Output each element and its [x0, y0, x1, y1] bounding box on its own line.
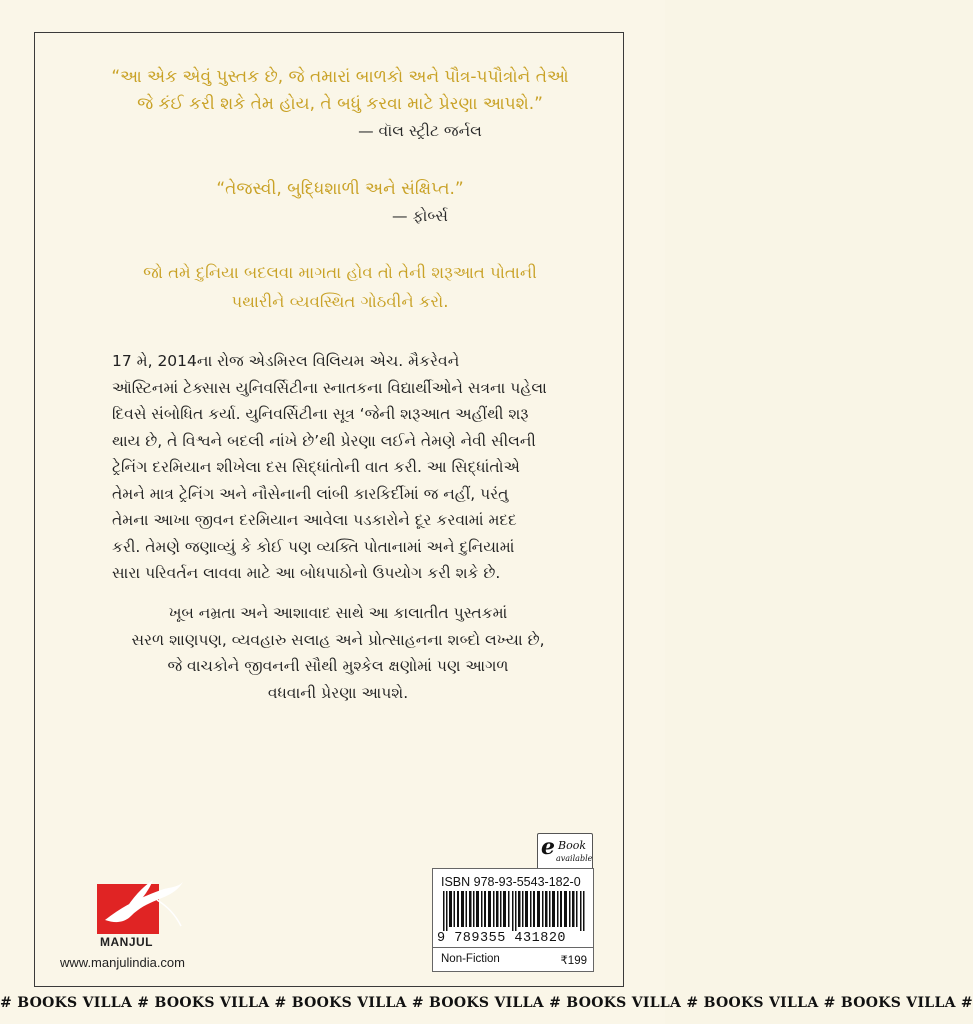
- para2-line: જે વાચકોને જીવનની સૌથી મુશ્કેલ ક્ષણોમાં પણ આગળ: [167, 657, 509, 675]
- para2-line: ખૂબ નમ્રતા અને આશાવાદ સાથે આ કાલાતીત પુસ્તકમાં: [168, 604, 508, 622]
- isbn-barcode-box: [432, 868, 594, 972]
- para1-line: તેમના આખા જીવન દરમિયાન આવેલા પડકારોને દૂર કરવામાં મદદ: [112, 511, 517, 529]
- para1-line: દિવસે સંબોધિત કર્યા. યુનિવર્સિટીના સૂત્ર ‘જેની શરૂઆત અહીંથી શરૂ: [112, 405, 529, 423]
- para1-line: ટ્રેનિંગ દરમિયાન શીખેલા દસ સિદ્ધાંતોની વાત કરી. આ સિદ્ધાંતોએ: [112, 458, 520, 476]
- genre-label: Non-Fiction: [441, 953, 500, 965]
- tagline: [80, 258, 600, 316]
- description-paragraph-1: [112, 348, 592, 587]
- quote-forbes: [60, 176, 620, 230]
- quote1-line: “આ એક એવું પુસ્તક છે, જે તમારાં બાળકો અને પૌત્ર-પપૌત્રોને તેઓ: [111, 67, 569, 87]
- ebook-available-text: available: [556, 854, 593, 863]
- para1-line: તેમને માત્ર ટ્રેનિંગ અને નૌસેનાની લાંબી કારકિર્દીમાં જ નહીં, પરંતુ: [112, 484, 509, 503]
- tagline-line: જો તમે દુનિયા બદલવા માગતા હોવ તો તેની શરૂઆત પોતાની: [143, 263, 537, 282]
- watermark-strip: # BOOKS VILLA # BOOKS VILLA # BOOKS VILLA # BOOKS VILLA # BOOKS VILLA # BOOKS VILLA # BOOKS VILLA #: [0, 995, 973, 1011]
- para1-line: થાય છે, તે વિશ્વને બદલી નાંખે છે’થી પ્રેરણા લઈને તેમણે નેવી સીલની: [112, 431, 536, 450]
- para1-line: 17 મે, 2014ના રોજ એડમિરલ વિલિયમ એચ. મૈકરેવને: [112, 352, 460, 370]
- description-paragraph-2: [118, 600, 558, 706]
- isbn-label: ISBN 978-93-5543-182-0: [441, 875, 581, 889]
- publisher-name: MANJUL: [100, 935, 153, 949]
- para1-line: કરી. તેમણે જણાવ્યું કે કોઈ પણ વ્યક્તિ પોતાનામાં અને દુનિયામાં: [112, 537, 515, 556]
- quote2-line: “તેજસ્વી, બુદ્ધિશાળી અને સંક્ષિપ્ત.”: [216, 179, 464, 199]
- barcode-icon: [443, 891, 585, 931]
- price-label: ₹199: [560, 955, 587, 967]
- para2-line: વધવાની પ્રેરણા આપશે.: [267, 683, 409, 702]
- para1-line: સારા પરિવર્તન લાવવા માટે આ બોધપાઠોનો ઉપયોગ કરી શકે છે.: [112, 564, 501, 582]
- quote1-line: જે કંઈ કરી શકે તેમ હોય, તે બધું કરવા માટે પ્રેરણા આપશે.”: [137, 94, 543, 114]
- ebook-book-text: Book: [558, 839, 586, 852]
- para1-line: ઑસ્ટિનમાં ટેક્સાસ યુનિવર્સિટીના સ્નાતકના વિદ્યાર્થીઓને સત્રના પહેલા: [112, 378, 547, 397]
- publisher-website: www.manjulindia.com: [60, 955, 185, 970]
- ebook-e-letter: e: [541, 834, 555, 860]
- isbn-footer: [433, 947, 593, 972]
- para2-line: સરળ શાણપણ, વ્યવહારુ સલાહ અને પ્રોત્સાહનના શબ્દો લખ્યા છે,: [131, 630, 545, 649]
- quote1-attribution: — વૉલ સ્ટ્રીટ જર્નલ: [358, 122, 482, 140]
- tagline-line: પથારીને વ્યવસ્થિત ગોઠવીને કરો.: [231, 292, 449, 311]
- manjul-logo-bird-icon: [95, 876, 185, 938]
- quote2-attribution: — ફોર્બ્સ: [392, 207, 448, 225]
- barcode-digits: 9 789355 431820: [437, 931, 567, 946]
- quote-wall-street-journal: [60, 64, 620, 145]
